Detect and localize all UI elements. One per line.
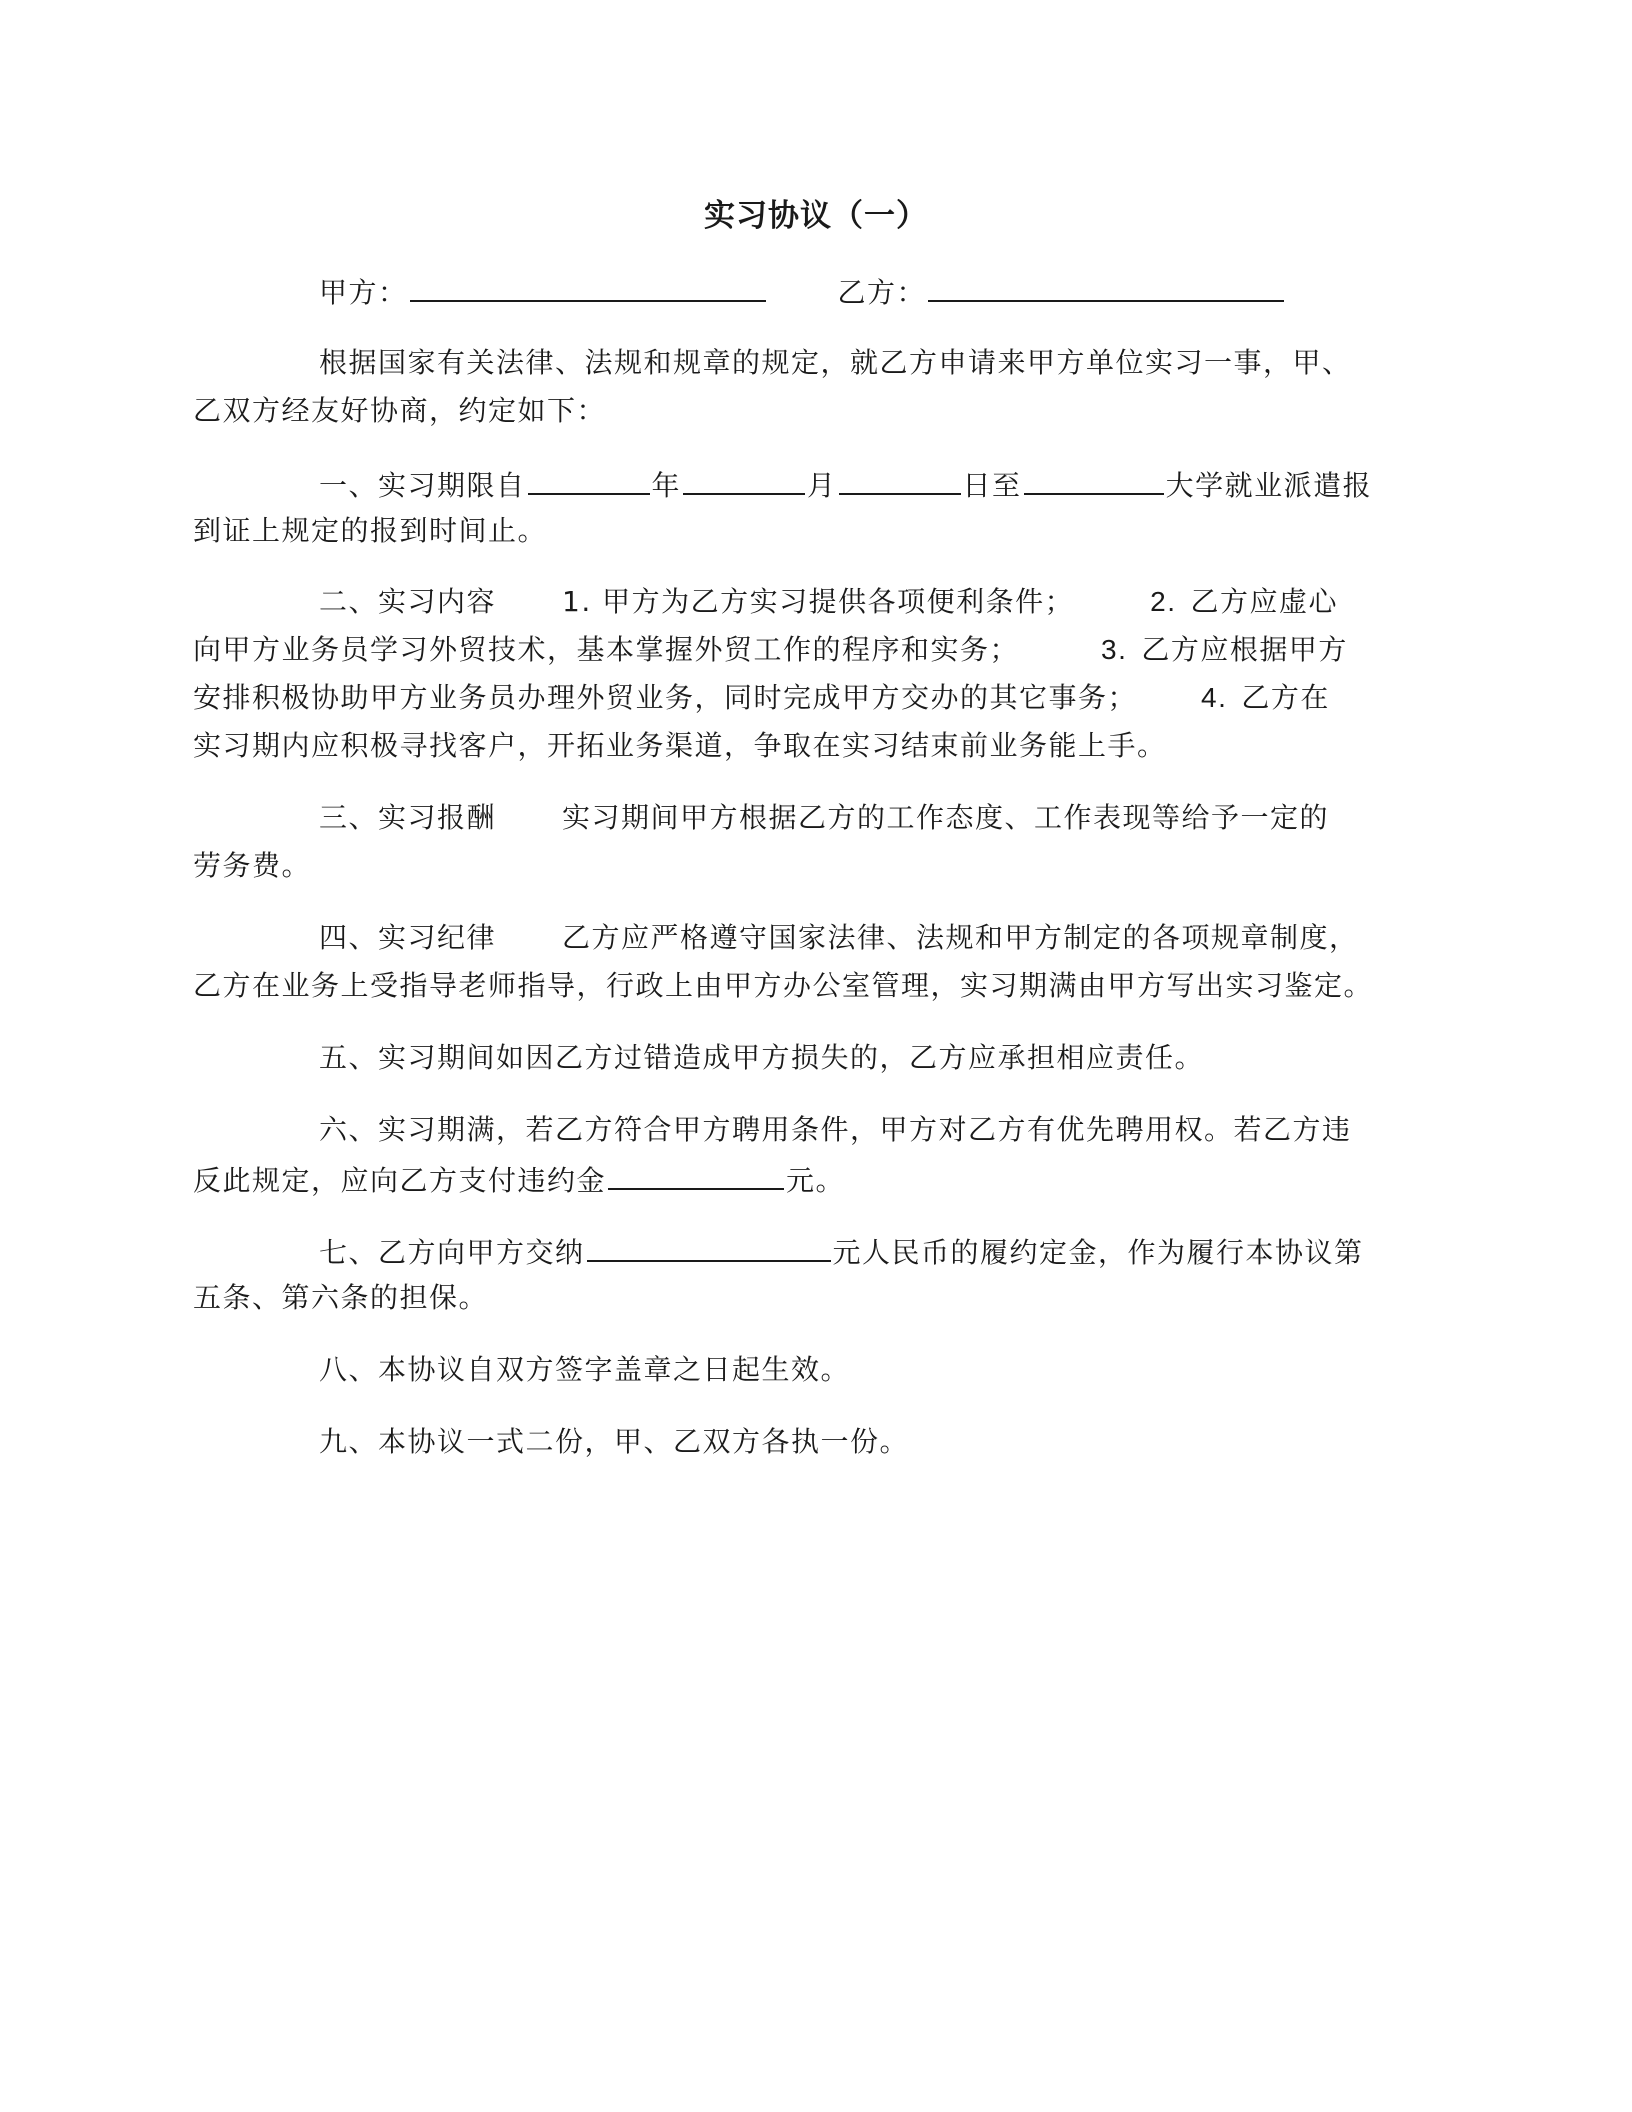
start-year-blank[interactable] [528,459,650,495]
party-b-blank[interactable] [928,266,1284,302]
clause-3-line-1 [319,794,1609,842]
clause-2-line-2-text: 向甲方业务员学习外贸技术，基本掌握外贸工作的程序和实务； [193,633,1020,666]
clause-4-heading: 四、实习纪律 [319,921,497,954]
start-month-blank[interactable] [683,459,805,495]
clause-4-line-1 [319,914,1609,962]
preamble-line-2: 乙双方经友好协商，约定如下： [193,394,607,427]
clause-5: 五、实习期间如因乙方过错造成甲方损失的，乙方应承担相应责任。 [319,1041,1205,1074]
clause-1-suffix: 大学就业派遣报 [1165,469,1373,502]
clause-6-line-1: 六、实习期满，若乙方符合甲方聘用条件，甲方对乙方有优先聘用权。若乙方违 [319,1113,1352,1146]
clause-7-prefix: 七、乙方向甲方交纳 [319,1236,585,1269]
clause-6-suffix: 元。 [786,1164,846,1197]
clause-2-line-2 [193,626,1483,674]
preamble-line-1: 根据国家有关法律、法规和规章的规定，就乙方申请来甲方单位实习一事，甲、 [319,346,1352,379]
clause-4-text: 乙方应严格遵守国家法律、法规和甲方制定的各项规章制度， [562,921,1359,954]
clause-2-item-4-text: 乙方在 [1241,681,1330,714]
clause-2-item-2-num: 2. [1150,586,1177,617]
clause-6-prefix: 反此规定，应向乙方支付违约金 [193,1164,607,1197]
document-title: 实习协议（一） [704,198,928,234]
clause-7-line-2: 五条、第六条的担保。 [193,1281,489,1314]
clause-2-item-2-text: 乙方应虚心 [1190,585,1339,618]
university-blank[interactable] [1024,459,1164,495]
clause-2-line-3 [193,674,1483,722]
year-label: 年 [651,469,682,502]
clause-7-line-1 [319,1226,1609,1277]
month-label: 月 [807,469,837,502]
party-a-label: 甲方： [319,276,408,309]
clause-2-item-3-text: 乙方应根据甲方 [1141,633,1348,666]
clause-9: 九、本协议一式二份，甲、乙双方各执一份。 [319,1425,910,1458]
clause-2-item-4-num: 4. [1201,682,1228,713]
clause-2-item-1: 1. 甲方为乙方实习提供各项便利条件； [562,585,1075,618]
clause-3-line-2: 劳务费。 [193,849,312,882]
party-b-label: 乙方： [837,276,927,309]
clause-4-line-2: 乙方在业务上受指导老师指导，行政上由甲方办公室管理，实习期满由甲方写出实习鉴定。 [193,969,1374,1002]
day-to-label: 日至 [962,469,1022,502]
clause-8: 八、本协议自双方签字盖章之日起生效。 [319,1353,851,1386]
clause-1-line-2: 到证上规定的报到时间止。 [193,514,548,547]
clause-3-heading: 三、实习报酬 [319,801,497,834]
clause-2-line-1 [319,578,1609,626]
penalty-amount-blank[interactable] [608,1154,784,1190]
party-a-blank[interactable] [410,266,766,302]
clause-1-line-1 [319,459,1609,510]
clause-3-text: 实习期间甲方根据乙方的工作态度、工作表现等给予一定的 [562,801,1330,834]
clause-2-line-4: 实习期内应积极寻找客户，开拓业务渠道，争取在实习结束前业务能上手。 [193,729,1167,762]
clause-2-line-3-text: 安排积极协助甲方业务员办理外贸业务，同时完成甲方交办的其它事务； [193,681,1138,714]
clause-7-suffix: 元人民币的履约定金，作为履行本协议第 [832,1236,1364,1269]
clause-6-line-2 [193,1154,1483,1205]
start-day-blank[interactable] [839,459,961,495]
clause-1-prefix: 一、实习期限自 [319,469,526,502]
clause-2-heading: 二、实习内容 [319,585,497,618]
deposit-amount-blank[interactable] [587,1226,831,1262]
clause-2-item-3-num: 3. [1101,634,1128,665]
parties-line [319,266,1609,317]
